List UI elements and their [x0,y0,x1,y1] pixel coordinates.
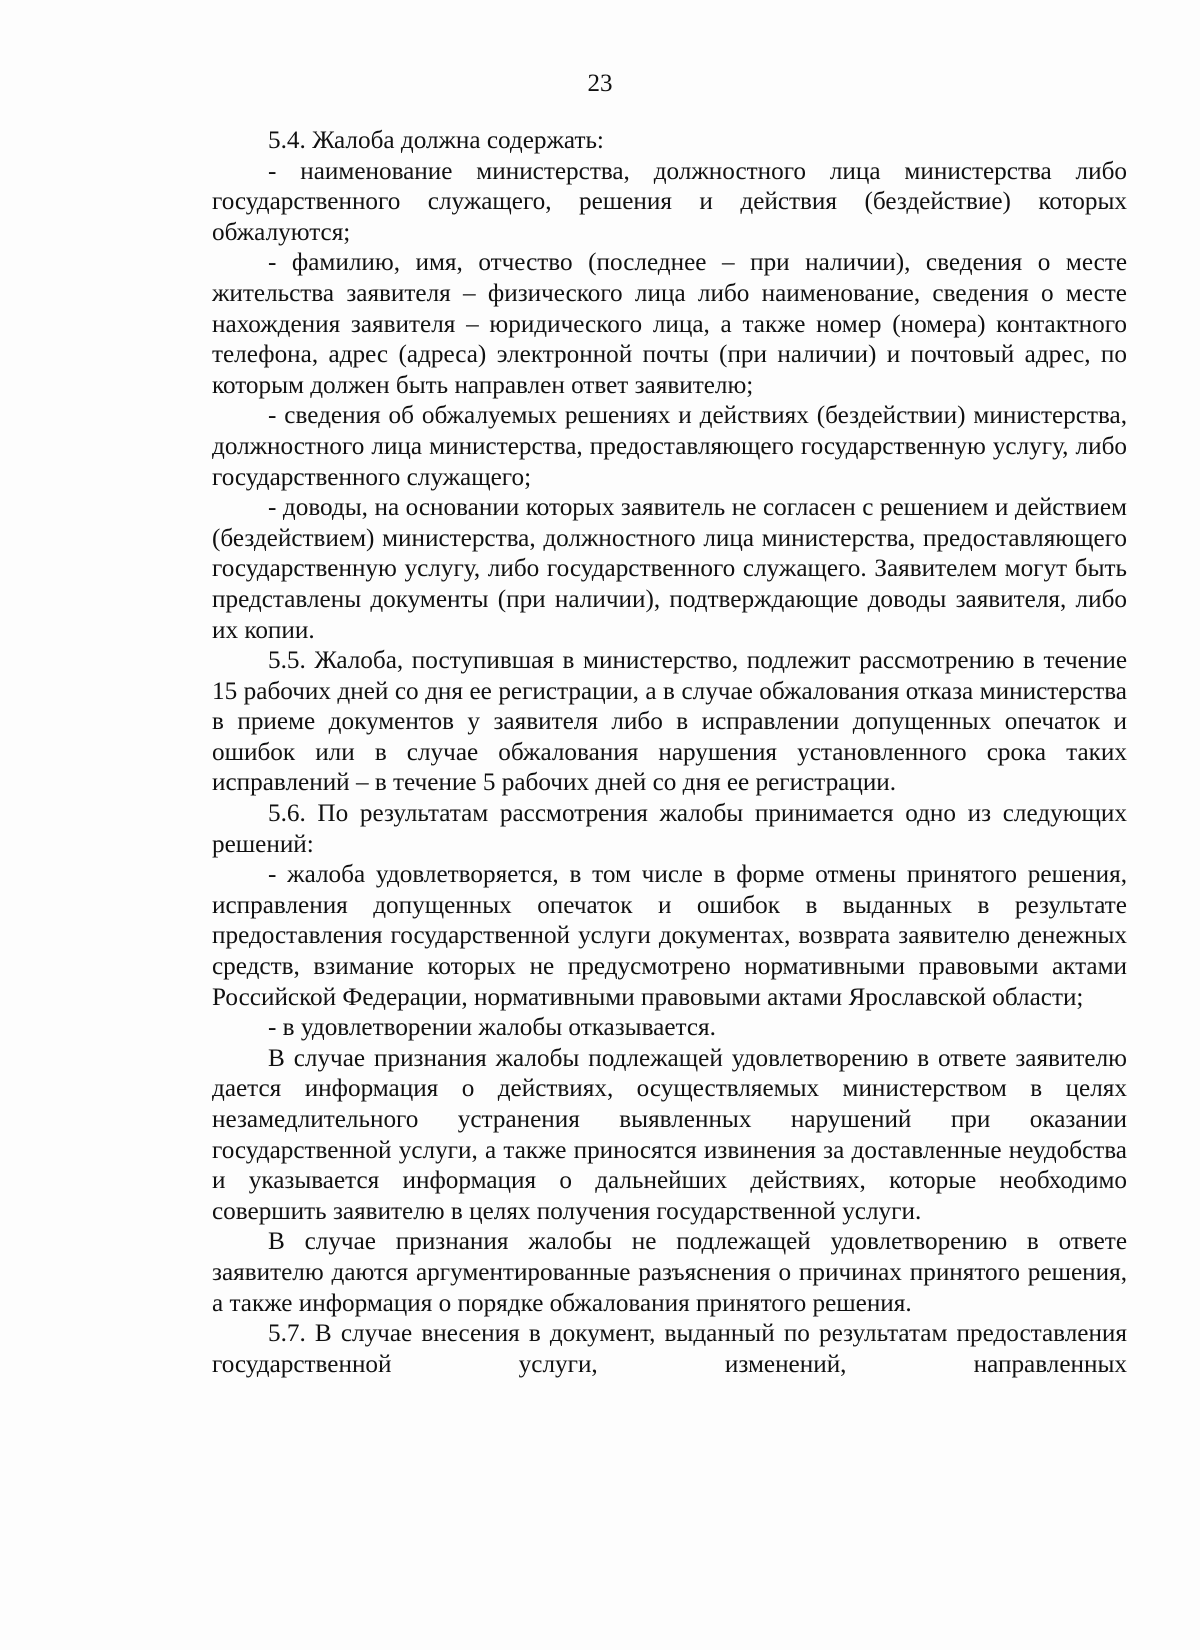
paragraph-complaint-item-name: - наименование министерства, должностного лица министерства либо государственного служащего, решения и действия (бездействие) которых обжалуются; [212,157,1127,246]
paragraph-5-5: 5.5. Жалоба, поступившая в министерство, подлежит рассмотрению в течение 15 рабочих дней со дня ее регистрации, а в случае обжалования отказа министерства в приеме документов у заявителя либо в исправлении допущенных опечаток и ошибок или в случае обжалования нарушения установленного срока таких исправлений – в течение 5 рабочих дней со дня ее регистрации. [212,647,1127,797]
paragraph-refusal-response: В случае признания жалобы не подлежащей удовлетворению в ответе заявителю даются аргументированные разъяснения о причинах принятого решения, а также информация о порядке обжалования принятого решения. [212,1228,1127,1317]
paragraph-5-4-heading: 5.4. Жалоба должна содержать: [268,127,604,154]
paragraph-complaint-item-applicant: - фамилию, имя, отчество (последнее – при наличии), сведения о месте жительства заявителя – физического лица либо наименование, сведения о месте нахождения заявителя – юридического лица, а также номер (номера) контактного телефона, адрес (адреса) электронной почты (при наличии) и почтовый адрес, по которым должен быть направлен ответ заявителю; [212,249,1127,399]
paragraph-5-7: 5.7. В случае внесения в документ, выданный по результатам предоставления государственной услуги, изменений, направленных [212,1320,1127,1378]
paragraph-complaint-item-arguments: - доводы, на основании которых заявитель не согласен с решением и действием (бездействием) министерства, должностного лица министерства, предоставляющего государственную услугу, либо государственного служащего. Заявителем могут быть представлены документы (при наличии), подтверждающие доводы заявителя, либо их копии. [212,494,1127,644]
paragraph-decision-refused: - в удовлетворении жалобы отказывается. [268,1014,716,1042]
document-body [212,126,1127,1380]
page-number: 23 [587,70,613,97]
paragraph-decision-satisfied: - жалоба удовлетворяется, в том числе в форме отмены принятого решения, исправления допущенных опечаток и ошибок в выданных в результате предоставления государственной услуги документах, возврата заявителю денежных средств, взимание которых не предусмотрено нормативными правовыми актами Российской Федерации, нормативными правовыми актами Ярославской области; [212,861,1127,1011]
paragraph-5-6: 5.6. По результатам рассмотрения жалобы принимается одно из следующих решений: [212,800,1127,858]
paragraph-satisfaction-response: В случае признания жалобы подлежащей удовлетворению в ответе заявителю дается информация о действиях, осуществляемых министерством в целях незамедлительного устранения выявленных нарушений при оказании государственной услуги, а также приносятся извинения за доставленные неудобства и указывается информация о дальнейших действиях, которые необходимо совершить заявителю в целях получения государственной услуги. [212,1044,1127,1225]
paragraph-complaint-item-decisions: - сведения об обжалуемых решениях и действиях (бездействии) министерства, должностного лица министерства, предоставляющего государственную услугу, либо государственного служащего; [212,402,1127,491]
